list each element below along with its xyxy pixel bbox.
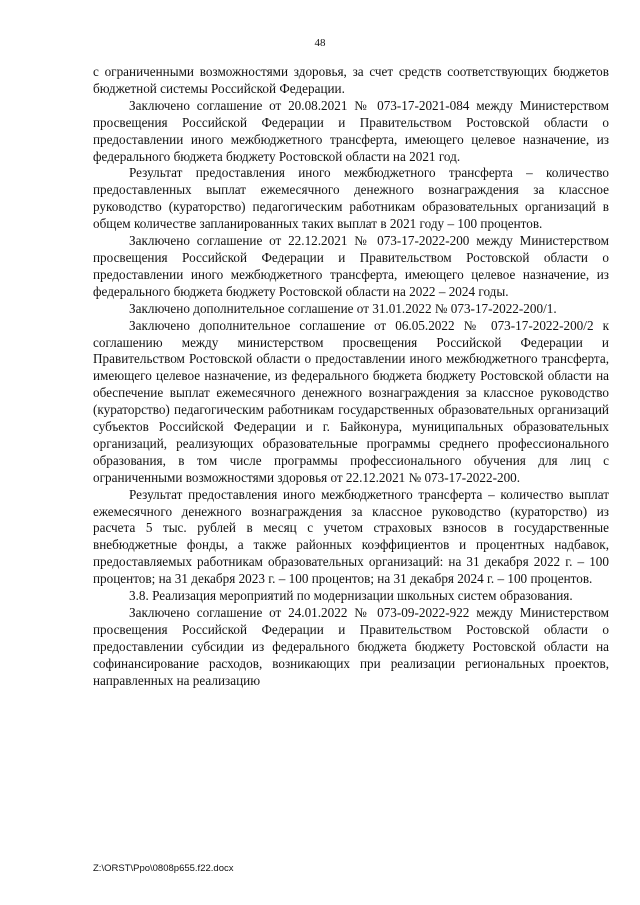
document-body <box>93 64 609 690</box>
footer-file-path: Z:\ORST\Ppo\0808p655.f22.docx <box>93 863 234 874</box>
paragraph: Заключено дополнительное соглашение от 31.01.2022 № 073-17-2022-200/1. <box>129 300 557 316</box>
paragraph: Заключено соглашение от 24.01.2022 № 073-09-2022-922 между Министерством просвещения Российской Федерации и Правительством Ростовской области о предоставлении субсидии из федерального бюджета бюджету Ростовской области на софинансирование расходов, возникающих при реализации региональных проектов, направленных на реализацию <box>93 605 609 688</box>
paragraph: Заключено дополнительное соглашение от 06.05.2022 № 073-17-2022-200/2 к соглашению между министерством просвещения Российской Федерации и Правительством Ростовской области о предоставлении иного межбюджетного трансферта, имеющего целевое назначение, из федерального бюджета бюджету Ростовской области на обеспечение выплат ежемесячного денежного вознаграждения за классное руководство (кураторство) педагогическим работникам государственных образовательных организаций субъектов Российской Федерации и г. Байконура, муниципальных образовательных организаций, реализующих образовательные программы среднего профессионального образования, в том числе программы профессионального обучения для лиц с ограниченными возможностями здоровья от 22.12.2021 № 073-17-2022-200. <box>93 317 609 485</box>
section-heading-paragraph: 3.8. Реализация мероприятий по модернизации школьных систем образования. <box>129 588 573 604</box>
paragraph: Результат предоставления иного межбюджетного трансферта – количество предоставленных выплат ежемесячного денежного вознаграждения за классное руководство (кураторство) педагогическим работникам образовательных организаций в общем количестве запланированных таких выплат в 2021 году – 100 процентов. <box>93 165 609 232</box>
paragraph: Заключено соглашение от 20.08.2021 № 073-17-2021-084 между Министерством просвещения Российской Федерации и Правительством Ростовской области о предоставлении иного межбюджетного трансферта, имеющего целевое назначение, из федерального бюджета бюджету Ростовской области на 2021 год. <box>93 97 609 164</box>
paragraph: Заключено соглашение от 22.12.2021 № 073-17-2022-200 между Министерством просвещения Российской Федерации и Правительством Ростовской области о предоставлении иного межбюджетного трансферта, имеющего целевое назначение, из федерального бюджета бюджету Ростовской области на 2022 – 2024 годы. <box>93 233 609 299</box>
paragraph: Результат предоставления иного межбюджетного трансферта – количество выплат ежемесячного денежного вознаграждения за классное руководство (кураторство) из расчета 5 тыс. рублей в месяц с учетом страховых взносов в государственные внебюджетные фонды, а также районных коэффициентов и процентных надбавок, предоставляемых работникам образовательных организаций: на 31 декабря 2022 г. – 100 процентов; на 31 декабря 2023 г. – 100 процентов; на 31 декабря 2024 г. – 100 процентов. <box>93 486 609 587</box>
page-number: 48 <box>314 37 326 49</box>
paragraph: с ограниченными возможностями здоровья, за счет средств соответствующих бюджетов бюджетной системы Российской Федерации. <box>93 64 609 96</box>
